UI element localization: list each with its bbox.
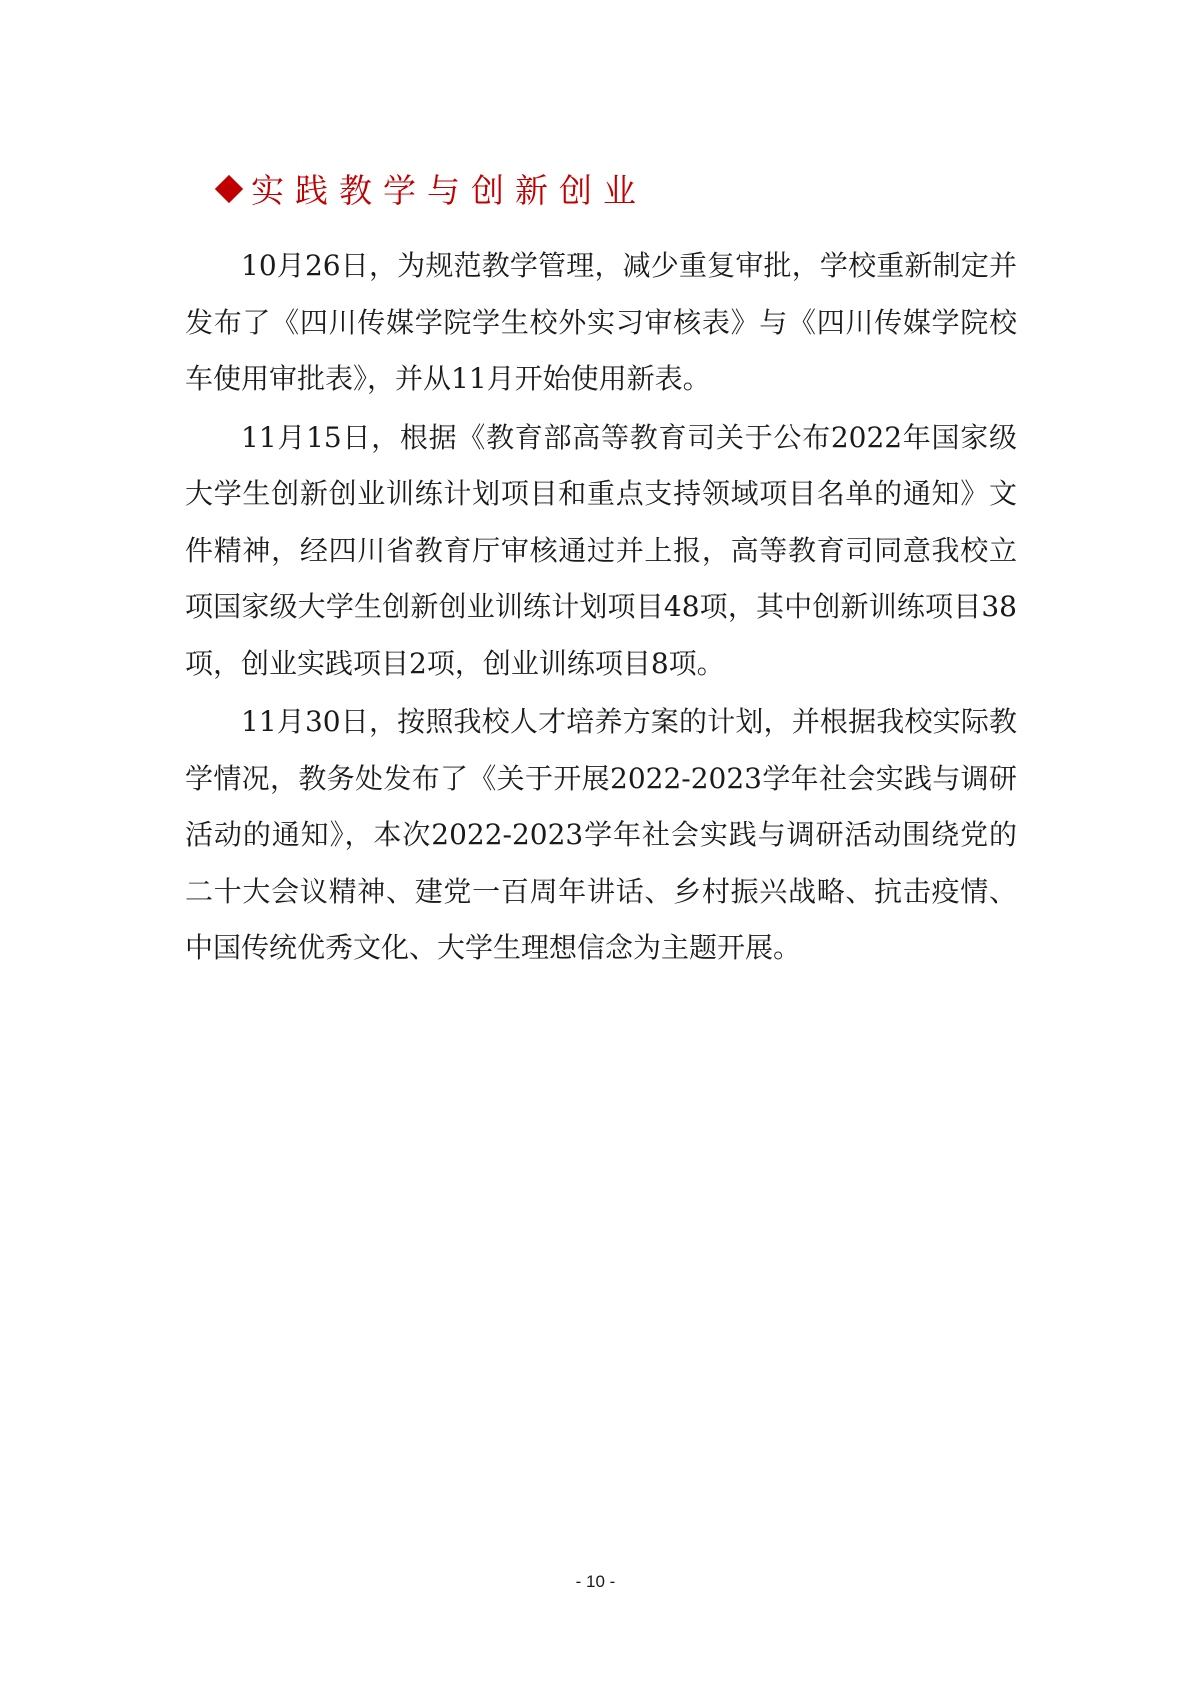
body-text (185, 238, 1017, 979)
section-heading-text: 实践教学与创新创业 (251, 171, 647, 210)
paragraph-innovation-projects: 11月15日，根据《教育部高等教育司关于公布2022年国家级大学生创新创业训练计划项目和重点支持领域项目名单的通知》文件精神，经四川省教育厅审核通过并上报，高等教育司同意我校立项国家级大学生创新创业训练计划项目48项，其中创新训练项目38项，创业实践项目2项，创业训练项目8项。 (185, 420, 1017, 680)
diamond-icon (215, 175, 243, 203)
section-heading (213, 168, 647, 214)
page-number: - 10 - (575, 1572, 616, 1591)
paragraph-forms-release: 10月26日，为规范教学管理，减少重复审批，学校重新制定并发布了《四川传媒学院学生校外实习审核表》与《四川传媒学院校车使用审批表》，并从11月开始使用新表。 (185, 249, 1017, 395)
paragraph-social-practice: 11月30日，按照我校人才培养方案的计划，并根据我校实际教学情况，教务处发布了《关于开展2022-2023学年社会实践与调研活动的通知》，本次2022-2023学年社会实践与调研活动围绕党的二十大会议精神、建党一百周年讲话、乡村振兴战略、抗击疫情、中国传统优秀文化、大学生理想信念为主题开展。 (185, 705, 1017, 964)
